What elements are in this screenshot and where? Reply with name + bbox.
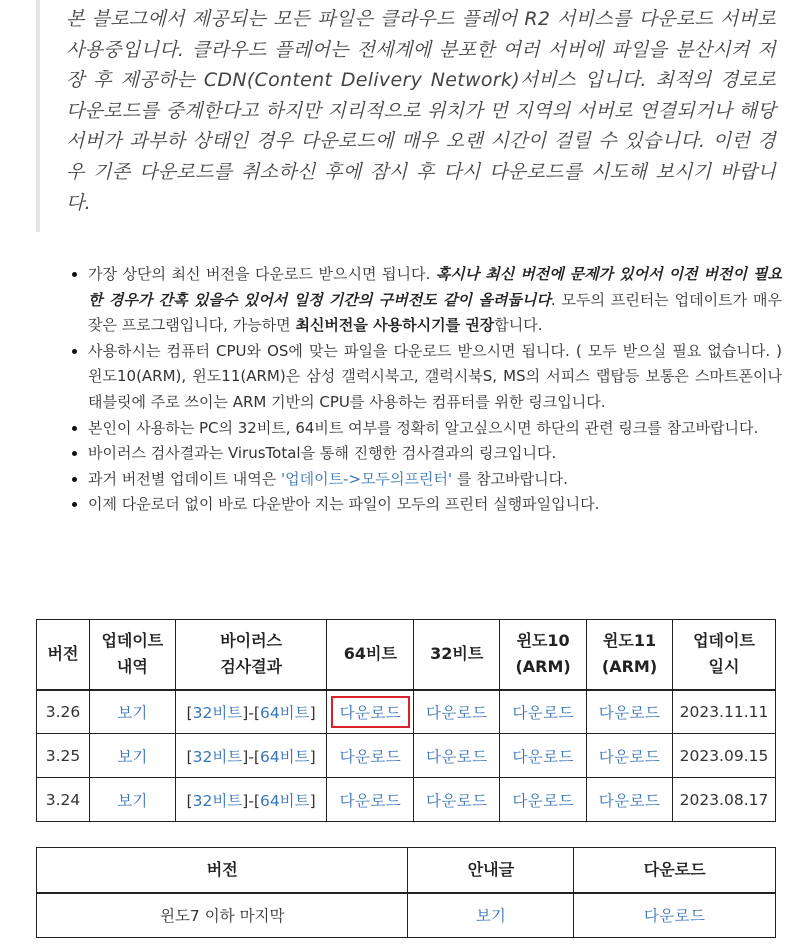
dl-win10-cell — [500, 778, 587, 822]
emphasis-text: 혹시나 최신 버전에 문제가 있어서 이전 버전이 필요한 경우가 간혹 있을수 있어서 일정 기간의 구버전도 같이 올려둡니다 — [88, 265, 782, 309]
download-64bit-link[interactable]: 다운로드 — [339, 747, 402, 766]
dl64-cell — [327, 734, 414, 778]
update-history-link[interactable]: '업데이트->모두의프린터' — [280, 469, 453, 488]
download-64bit-link[interactable]: 다운로드 — [339, 791, 402, 810]
virus-64bit-link[interactable]: 64비트 — [259, 747, 310, 766]
dl-win10-cell — [500, 734, 587, 778]
col-header-update-history: 업데이트 내역 — [89, 620, 175, 690]
virus-64bit-link[interactable]: 64비트 — [259, 791, 310, 810]
table-row — [37, 734, 776, 778]
legacy-table — [36, 847, 776, 938]
col-header-version: 버전 — [37, 620, 90, 690]
list-text: . 모두의 프린터는 업데이트가 매우 잦은 프로그램입니다, 가능하면 — [88, 290, 782, 335]
legacy-download-link[interactable]: 다운로드 — [643, 907, 706, 926]
date-cell: 2023.08.17 — [672, 778, 775, 822]
guide-cell — [408, 893, 574, 938]
table-row — [37, 778, 776, 822]
table-row — [37, 893, 776, 938]
dl32-cell — [414, 690, 500, 734]
col-header-version: 버전 — [37, 848, 408, 893]
col-header-guide: 안내글 — [408, 848, 574, 893]
list-text: 가장 상단의 최신 버전을 다운로드 받으시면 됩니다. — [88, 265, 436, 283]
col-header-update-date: 업데이트 일시 — [672, 620, 775, 690]
table-row — [37, 690, 776, 734]
virus-32bit-link[interactable]: 32비트 — [192, 703, 243, 722]
download-32bit-link[interactable]: 다운로드 — [425, 791, 488, 810]
download-win10-arm-link[interactable]: 다운로드 — [512, 703, 574, 722]
download-win11-arm-link[interactable]: 다운로드 — [598, 791, 661, 810]
notice-blockquote — [36, 0, 776, 232]
col-header-64bit: 64비트 — [327, 620, 414, 690]
table-header-row — [37, 620, 776, 690]
download-win10-arm-link[interactable]: 다운로드 — [512, 747, 574, 766]
view-link[interactable]: 보기 — [117, 747, 148, 766]
virus-32bit-link[interactable]: 32비트 — [192, 747, 243, 766]
list-item: • 사용하시는 컴퓨터 CPU와 OS에 맞는 파일을 다운로드 받으시면 됩니다. ( 모두 받으실 필요 없습니다. ) 윈도10(ARM), 윈도11(ARM)은 삼성 갤럭시북고, 갤럭시북S, MS의 서피스 랩탑등 보통은 스마트폰이나 태블릿에 주로 쓰이는 ARM 기반의 CPU를 사용하는 컴퓨터를 위한 링크입니다. — [88, 339, 782, 416]
col-header-virus-result: 바이러스 검사결과 — [175, 620, 327, 690]
view-cell — [89, 734, 175, 778]
list-text: 합니다. — [494, 316, 543, 335]
date-cell: 2023.11.11 — [672, 690, 775, 734]
legacy-download-cell — [574, 893, 776, 938]
version-cell: 3.26 — [37, 690, 90, 734]
col-header-32bit: 32비트 — [414, 620, 500, 690]
download-win11-arm-link[interactable]: 다운로드 — [598, 703, 661, 722]
notice-text: 본 블로그에서 제공되는 모든 파일은 클라우드 플레어 R2 서비스를 다운로드 서버로 사용중입니다. 클라우드 플레어는 전세계에 분포한 여러 서버에 파일을 분산시켜 저장 후 제공하는 CDN(Content Delivery Network)서비스 입니다. 최적의 경로로 다운로드를 중계한다고 하지만 지리적으로 위치가 먼 지역의 서버로 연결되거나 해당 서버가 과부하 상태인 경우 다운로드에 매우 오랜 시간이 걸릴 수 있습니다. 이런 경우 기존 다운로드를 취소하신 후에 잠시 후 다시 다운로드를 시도해 보시기 바랍니다. — [66, 8, 776, 214]
list-item — [88, 467, 782, 493]
version-cell: 3.25 — [37, 734, 90, 778]
virus-cell: [32비트]-[64비트] — [175, 734, 327, 778]
virus-cell: [32비트]-[64비트] — [175, 778, 327, 822]
download-win11-arm-link[interactable]: 다운로드 — [598, 747, 661, 766]
guide-view-link[interactable]: 보기 — [475, 907, 506, 926]
download-64bit-link[interactable]: 다운로드 — [331, 696, 411, 728]
download-win10-arm-link[interactable]: 다운로드 — [512, 791, 574, 810]
dl-win11-cell — [587, 734, 673, 778]
virus-cell: [32비트]-[64비트] — [175, 690, 327, 734]
table-header-row — [37, 848, 776, 893]
col-header-win10-arm: 윈도10 (ARM) — [500, 620, 587, 690]
view-cell — [89, 690, 175, 734]
view-cell — [89, 778, 175, 822]
col-header-win11-arm: 윈도11 (ARM) — [587, 620, 673, 690]
virus-32bit-link[interactable]: 32비트 — [192, 791, 243, 810]
download-32bit-link[interactable]: 다운로드 — [425, 747, 488, 766]
versions-table — [36, 619, 776, 822]
view-link[interactable]: 보기 — [117, 791, 148, 810]
download-32bit-link[interactable]: 다운로드 — [425, 703, 488, 722]
dl-win11-cell — [587, 690, 673, 734]
dl-win10-cell — [500, 690, 587, 734]
virus-64bit-link[interactable]: 64비트 — [259, 703, 310, 722]
list-item: • 본인이 사용하는 PC의 32비트, 64비트 여부를 정확히 알고싶으시면 하단의 관련 링크를 참고바랍니다. — [88, 416, 782, 442]
dl32-cell — [414, 778, 500, 822]
col-header-download: 다운로드 — [574, 848, 776, 893]
dl-win11-cell — [587, 778, 673, 822]
list-item: • 이제 다운로더 없이 바로 다운받아 지는 파일이 모두의 프린터 실행파일입니다. — [88, 492, 782, 518]
dl32-cell — [414, 734, 500, 778]
legacy-version-cell: 윈도7 이하 마지막 — [37, 893, 408, 938]
list-text: 과거 버전별 업데이트 내역은 — [88, 469, 281, 488]
version-cell: 3.24 — [37, 778, 90, 822]
info-list — [42, 262, 782, 518]
list-item: • 바이러스 검사결과는 VirusTotal을 통해 진행한 검사결과의 링크입니다. — [88, 441, 782, 467]
bold-text: 최신버전을 사용하시기를 권장 — [295, 316, 495, 335]
dl64-cell — [327, 690, 414, 734]
list-text: 를 참고바랍니다. — [452, 469, 568, 488]
list-item — [88, 262, 782, 339]
date-cell: 2023.09.15 — [672, 734, 775, 778]
view-link[interactable]: 보기 — [117, 703, 148, 722]
dl64-cell — [327, 778, 414, 822]
